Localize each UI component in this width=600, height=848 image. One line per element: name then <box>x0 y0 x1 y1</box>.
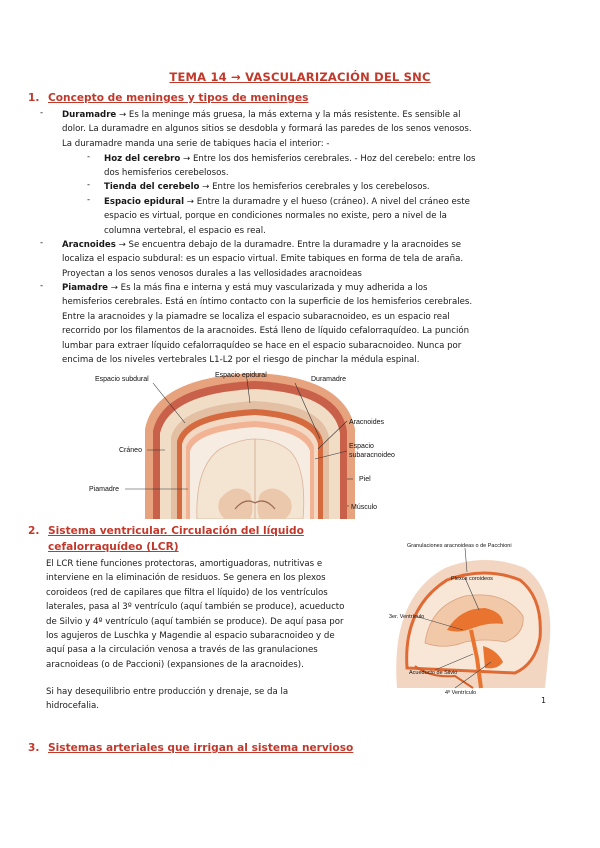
section-2-title-line1: Sistema ventricular. Circulación del líquido <box>48 525 304 537</box>
text-line: dolor. La duramadre en algunos sitios se desdobla y formará las paredes de los senos venosos. <box>62 124 472 135</box>
text-line: El LCR tiene funciones protectoras, amortiguadoras, nutritivas e <box>46 559 323 569</box>
text-line: encima de los niveles vertebrales L1-L2 por el riesgo de pinchar la médula espinal. <box>62 355 420 366</box>
label-piel: Piel <box>359 476 371 483</box>
text-line: recorrido por los filamentos de la aracnoides. Está lleno de líquido cefalorraquídeo. La punción <box>62 326 470 337</box>
section-3-number: 3. <box>28 742 40 754</box>
text-line: hidrocefalia. <box>46 701 99 712</box>
page-number: 1 <box>541 696 547 705</box>
hidrocefalia-paragraph <box>46 685 386 714</box>
label-cuarto-ventriculo: 4º Ventrículo <box>445 690 477 696</box>
piamadre-paragraph <box>62 281 582 367</box>
text-line: espacio es virtual, porque en condiciones normales no existe, pero a nivel de la <box>104 211 447 222</box>
label-craneo: Cráneo <box>119 447 142 454</box>
tienda-cerebelo-paragraph <box>104 180 584 194</box>
bullet-dash: - <box>40 108 44 118</box>
text-line: coroideos (red de capilares que filtra el líquido) de los ventrículos <box>46 587 328 598</box>
csf-circulation-diagram <box>385 538 555 698</box>
text-line: Proyectan a los senos venosos durales a las vellosidades aracnoideas <box>62 268 362 279</box>
bullet-dash: - <box>87 195 91 205</box>
text-line: localiza el espacio subdural: es un espacio virtual. Emite tabiques en forma de tela de araña. <box>62 254 464 265</box>
section-1-title: Concepto de meninges y tipos de meninges <box>48 92 309 104</box>
text-line: Entre la aracnoides y la piamadre se localiza el espacio subaracnoideo, es un espacio real <box>62 311 450 322</box>
section-3-heading <box>28 742 353 754</box>
label-espacio-sub-1: Espacio <box>349 443 374 450</box>
text-line: de Silvio y 4º ventrículo (aquí también se produce). De aquí pasa por <box>46 616 344 627</box>
text-line: aquí pasa a la circulación venosa a través de las granulaciones <box>46 645 318 656</box>
section-3-title: Sistemas arteriales que irrigan al sistema nervioso <box>48 742 354 754</box>
text-line: los agujeros de Luschka y Magendie al espacio subaracnoideo y de <box>46 631 335 642</box>
label-acueducto: Acueducto de Silvio <box>409 670 458 676</box>
text-line: → Entre los dos hemisferios cerebrales. - Hoz del cerebelo: entre los <box>180 154 476 164</box>
aracnoides-paragraph <box>62 238 582 281</box>
label-granulaciones: Granulaciones aracnoideas o de Pacchioni <box>407 543 512 549</box>
hoz-cerebro-term: Hoz del cerebro <box>104 154 181 164</box>
label-duramadre: Duramadre <box>311 376 347 383</box>
bullet-dash: - <box>40 281 44 291</box>
label-espacio-subdural: Espacio subdural <box>95 376 149 383</box>
section-2-number: 2. <box>28 525 40 537</box>
text-line: dos hemisferios cerebelosos. <box>104 168 229 179</box>
label-musculo: Músculo <box>351 504 378 511</box>
label-tercer-ventriculo: 3er. Ventrículo <box>389 614 425 620</box>
text-line: Si hay desequilibrio entre producción y drenaje, se da la <box>46 687 289 697</box>
label-espacio-epidural: Espacio epidural <box>215 372 267 379</box>
bullet-dash: - <box>87 152 91 162</box>
label-espacio-sub-2: subaracnoideo <box>349 452 395 459</box>
bullet-dash: - <box>40 238 44 248</box>
lcr-paragraph <box>46 557 386 672</box>
piamadre-term: Piamadre <box>62 283 109 293</box>
section-2-heading <box>28 525 304 537</box>
text-line: interviene en la eliminación de residuos. Se genera en los plexos <box>46 573 326 584</box>
text-line: La duramadre manda una serie de tabiques hacia el interior: - <box>62 138 330 149</box>
duramadre-paragraph <box>62 108 582 151</box>
text-line: hemisferios cerebrales. Está en íntimo contacto con la superficie de los hemisferios cerebrales. <box>62 297 473 308</box>
section-1-number: 1. <box>28 92 40 104</box>
label-aracnoides: Aracnoides <box>349 419 385 426</box>
section-1-heading <box>28 92 308 104</box>
espacio-epidural-term: Espacio epidural <box>104 197 185 207</box>
text-line: → Se encuentra debajo de la duramadre. Entre la duramadre y la aracnoides se <box>115 240 462 250</box>
section-2-heading-cont <box>48 541 179 553</box>
meninges-diagram <box>85 369 425 519</box>
label-plexos: Plexos coroideos <box>451 576 493 582</box>
text-line: → Entre la duramadre y el hueso (cráneo). A nivel del cráneo este <box>184 197 470 207</box>
text-line: columna vertebral, el espacio es real. <box>104 225 266 236</box>
text-line: → Es la más fina e interna y está muy vascularizada y muy adherida a los <box>108 283 428 293</box>
tienda-cerebelo-term: Tienda del cerebelo <box>104 182 200 192</box>
bullet-dash: - <box>87 180 91 190</box>
espacio-epidural-paragraph <box>104 195 584 238</box>
text-line: laterales, pasa al 3º ventrículo (aquí también se produce), acueducto <box>46 602 345 613</box>
text-line: lumbar para extraer líquido cefalorraquídeo se hace en el espacio subaracnoideo. Nunca por <box>62 340 462 351</box>
aracnoides-term: Aracnoides <box>62 240 116 250</box>
section-2-title-line2: cefalorraquídeo (LCR) <box>48 541 179 553</box>
hoz-cerebro-paragraph <box>104 152 584 181</box>
text-line: aracnoideas (o de Paccioni) (expansiones de la aracnoides). <box>46 659 304 670</box>
duramadre-term: Duramadre <box>62 110 117 120</box>
text-line: → Es la meninge más gruesa, la más externa y la más resistente. Es sensible al <box>116 110 461 120</box>
text-line: → Entre los hemisferios cerebrales y los cerebelosos. <box>199 182 430 192</box>
label-piamadre: Piamadre <box>89 486 119 493</box>
page-title: TEMA 14 → VASCULARIZACIÓN DEL SNC <box>169 70 431 84</box>
